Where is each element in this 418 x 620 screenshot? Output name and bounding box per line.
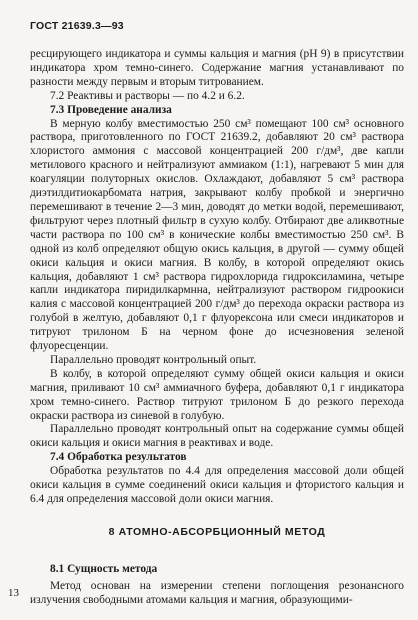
document-header: ГОСТ 21639.3—93 <box>30 20 124 32</box>
paragraph-control-test-1: Параллельно проводят контрольный опыт. <box>50 353 257 366</box>
paragraph-method-description: Метод основан на измерении степени поглощения резонансного излучения свободными атомами кальция и магния, образующими- <box>30 579 404 606</box>
heading-results-processing: 7.4 Обработка результатов <box>50 451 187 464</box>
section-title: 8 АТОМНО-АБСОРБЦИОННЫЙ МЕТОД <box>108 525 326 538</box>
paragraph-reagents: 7.2 Реактивы и растворы — по 4.2 и 6.2. <box>50 89 245 102</box>
paragraph-results: Обработка результатов по 4.4 для определения массовой доли общей окиси кальция в сумме соединений окиси кальция и фтористого кальция и 6.4 для определения массовой доли окиси магния. <box>30 465 404 505</box>
paragraph-procedure: В мерную колбу вместимостью 250 см³ помещают 100 см³ основного раствора, приготовленного по ГОСТ 21639.2, добавляют 20 см³ раствора хлористого аммония с массовой концентрацией 200 г/дм³, две капли метилового красного и нейтрализуют аммиаком (1:1), нагревают 5 мин для коагуляции полуторных окислов. Охлаждают, добавляют 5 см³ раствора диэтилдитиокарбомата натрия, закрывают колбу пробкой и энергично перемешивают в течение 2—3 мин, доводят до метки водой, перемешивают, фильтруют через плотный фильтр в сухую колбу. Отбирают две аликвотные части раствора по 100 см³ в конические колбы вместимостью 250 см³. В одной из колб определяют общую окись кальция, в другой — сумму общей окиси кальция и окиси магния. В колбу, в которой определяют окись кальция, добавляют 1 см³ раствора гидрохлорида гидроксиламина, четыре капли индикатора пиридилкармнна, нейтрализуют раствором гидроокиси калия с массовой концентрацией 200 г/дм³ до перехода окраски раствора из голубой в желтую, добавляют 0,1 г флуорексона или смеси индикаторов и титруют трилоном Б на черном фоне до исчезновения зеленой флуоресценции. <box>30 117 404 353</box>
heading-analysis-procedure: 7.3 Проведение анализа <box>50 103 172 116</box>
paragraph-magnesium-titration: В колбу, в которой определяют сумму общей окиси кальция и окиси магния, приливают 10 см³ аммиачного буфера, добавляют 0,1 г индикатора хром темно-синего. Раствор титруют трилоном Б до резкого перехода окраски раствора из синевой в голубую. <box>30 367 404 422</box>
page-number: 13 <box>8 587 19 599</box>
paragraph-continuation: ресцирующего индикатора и суммы кальция и магния (рН 9) в присутствии индикатора хром темно-синего. Содержание магния устанавливают по разности между первым и вторым титрованием. <box>30 48 404 88</box>
document-body <box>30 48 404 608</box>
paragraph-control-test-2: Параллельно проводят контрольный опыт на содержание суммы общей окиси кальция и окиси магния в реактивах и воде. <box>30 423 404 450</box>
heading-method-essence: 8.1 Сущность метода <box>50 562 158 575</box>
